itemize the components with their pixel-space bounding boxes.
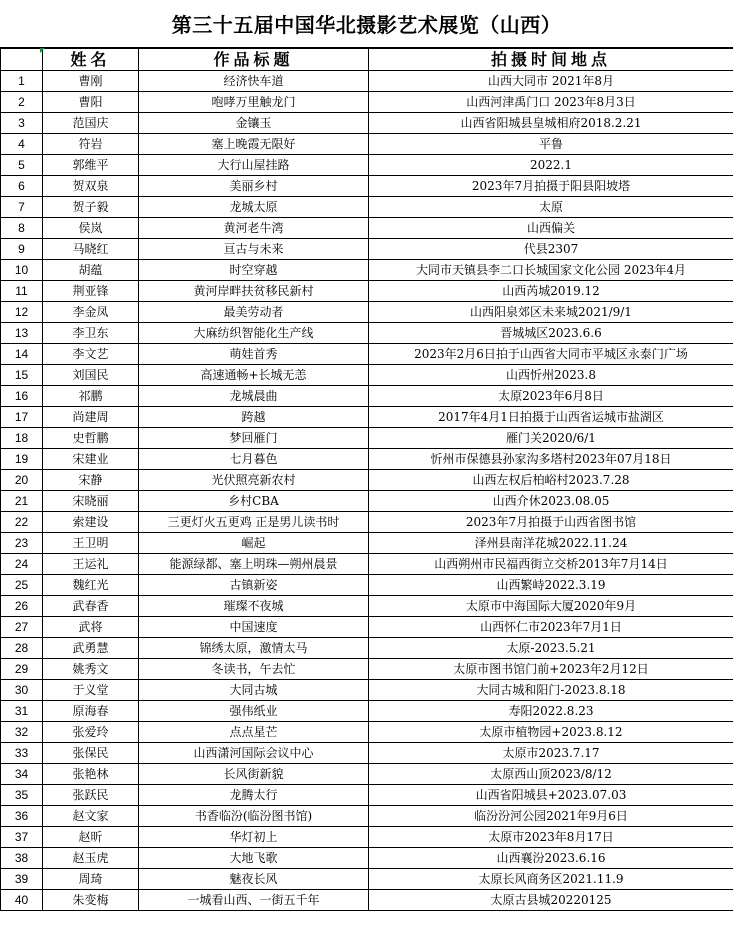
row-number-cell[interactable]: 39 xyxy=(1,869,43,890)
table-row xyxy=(1,806,733,827)
name-cell[interactable]: 范国庆 xyxy=(43,113,139,134)
time-place-cell[interactable]: 2022.1 xyxy=(369,155,733,176)
header-time-place[interactable]: 拍摄时间地点 xyxy=(369,49,733,71)
row-number-cell[interactable]: 16 xyxy=(1,386,43,407)
row-number-cell[interactable]: 8 xyxy=(1,218,43,239)
row-number-cell[interactable]: 18 xyxy=(1,428,43,449)
table-row xyxy=(1,827,733,848)
work-title-cell[interactable]: 能源绿都、塞上明珠—朔州晨景 xyxy=(139,554,369,575)
table-row xyxy=(1,407,733,428)
work-title-cell[interactable]: 点点星芒 xyxy=(139,722,369,743)
name-cell[interactable]: 王卫明 xyxy=(43,533,139,554)
table-body xyxy=(1,71,733,911)
row-number-cell[interactable]: 21 xyxy=(1,491,43,512)
work-title-cell[interactable]: 大同古城 xyxy=(139,680,369,701)
work-title-cell[interactable]: 大地飞歌 xyxy=(139,848,369,869)
row-number-cell[interactable]: 29 xyxy=(1,659,43,680)
name-cell[interactable]: 贺子毅 xyxy=(43,197,139,218)
name-cell[interactable]: 索建设 xyxy=(43,512,139,533)
row-number-cell[interactable]: 35 xyxy=(1,785,43,806)
time-place-cell[interactable]: 太原长风商务区2021.11.9 xyxy=(369,869,733,890)
time-place-cell[interactable]: 山西芮城2019.12 xyxy=(369,281,733,302)
time-place-cell[interactable]: 太原-2023.5.21 xyxy=(369,638,733,659)
work-title-cell[interactable]: 最美劳动者 xyxy=(139,302,369,323)
time-place-cell[interactable]: 山西介休2023.08.05 xyxy=(369,491,733,512)
row-number-cell[interactable]: 9 xyxy=(1,239,43,260)
time-place-cell[interactable]: 山西襄汾2023.6.16 xyxy=(369,848,733,869)
work-title-cell[interactable]: 龙腾太行 xyxy=(139,785,369,806)
table-row xyxy=(1,617,733,638)
time-place-cell[interactable]: 2023年7月拍摄于山西省图书馆 xyxy=(369,512,733,533)
row-number-cell[interactable]: 27 xyxy=(1,617,43,638)
table-row xyxy=(1,722,733,743)
time-place-cell[interactable]: 大同古城和阳门-2023.8.18 xyxy=(369,680,733,701)
work-title-cell[interactable]: 一城看山西、一街五千年 xyxy=(139,890,369,911)
time-place-cell[interactable]: 寿阳2022.8.23 xyxy=(369,701,733,722)
name-cell[interactable]: 张跃民 xyxy=(43,785,139,806)
table-row xyxy=(1,344,733,365)
row-number-cell[interactable]: 23 xyxy=(1,533,43,554)
name-cell[interactable]: 宋晓丽 xyxy=(43,491,139,512)
row-number-cell[interactable]: 6 xyxy=(1,176,43,197)
table-row xyxy=(1,533,733,554)
row-number-cell[interactable]: 24 xyxy=(1,554,43,575)
table-row xyxy=(1,197,733,218)
name-cell[interactable]: 曹刚 xyxy=(43,71,139,92)
table-row xyxy=(1,869,733,890)
row-number-cell[interactable]: 3 xyxy=(1,113,43,134)
name-cell[interactable]: 赵玉虎 xyxy=(43,848,139,869)
work-title-cell[interactable]: 乡村CBA xyxy=(139,491,369,512)
time-place-cell[interactable]: 忻州市保德县孙家沟多塔村2023年07月18日 xyxy=(369,449,733,470)
name-cell[interactable]: 侯岚 xyxy=(43,218,139,239)
row-number-cell[interactable]: 31 xyxy=(1,701,43,722)
row-number-cell[interactable]: 34 xyxy=(1,764,43,785)
name-cell[interactable]: 张保民 xyxy=(43,743,139,764)
time-place-cell[interactable]: 太原市图书馆门前+2023年2月12日 xyxy=(369,659,733,680)
time-place-cell[interactable]: 山西省阳城县皇城相府2018.2.21 xyxy=(369,113,733,134)
work-title-cell[interactable]: 山西潇河国际会议中心 xyxy=(139,743,369,764)
name-cell[interactable]: 尚建周 xyxy=(43,407,139,428)
work-title-cell[interactable]: 魅夜长风 xyxy=(139,869,369,890)
work-title-cell[interactable]: 塞上晚霞无限好 xyxy=(139,134,369,155)
work-title-cell[interactable]: 中国速度 xyxy=(139,617,369,638)
name-cell[interactable]: 李卫东 xyxy=(43,323,139,344)
row-number-cell[interactable]: 26 xyxy=(1,596,43,617)
table-row xyxy=(1,785,733,806)
row-number-cell[interactable]: 25 xyxy=(1,575,43,596)
table-row xyxy=(1,701,733,722)
name-cell[interactable]: 郭维平 xyxy=(43,155,139,176)
time-place-cell[interactable]: 山西怀仁市2023年7月1日 xyxy=(369,617,733,638)
work-title-cell[interactable]: 七月暮色 xyxy=(139,449,369,470)
row-number-cell[interactable]: 13 xyxy=(1,323,43,344)
table-row xyxy=(1,113,733,134)
row-number-cell[interactable]: 2 xyxy=(1,92,43,113)
entries-table xyxy=(0,48,733,911)
row-number-cell[interactable]: 1 xyxy=(1,71,43,92)
work-title-cell[interactable]: 咆哮万里触龙门 xyxy=(139,92,369,113)
table-row xyxy=(1,890,733,911)
time-place-cell[interactable]: 2017年4月1日拍摄于山西省运城市盐湖区 xyxy=(369,407,733,428)
header-work-title[interactable]: 作品标题 xyxy=(139,49,369,71)
name-cell[interactable]: 王运礼 xyxy=(43,554,139,575)
time-place-cell[interactable]: 泽州县南洋花城2022.11.24 xyxy=(369,533,733,554)
time-place-cell[interactable]: 临汾汾河公园2021年9月6日 xyxy=(369,806,733,827)
time-place-cell[interactable]: 太原市2023.7.17 xyxy=(369,743,733,764)
table-row xyxy=(1,323,733,344)
table-row xyxy=(1,365,733,386)
name-cell[interactable]: 张艳林 xyxy=(43,764,139,785)
table-row xyxy=(1,176,733,197)
time-place-cell[interactable]: 山西朔州市民福西街立交桥2013年7月14日 xyxy=(369,554,733,575)
work-title-cell[interactable]: 龙城太原 xyxy=(139,197,369,218)
work-title-cell[interactable]: 冬读书，午去忙 xyxy=(139,659,369,680)
table-row xyxy=(1,386,733,407)
time-place-cell[interactable]: 山西河津禹门口 2023年8月3日 xyxy=(369,92,733,113)
table-row xyxy=(1,512,733,533)
name-cell[interactable]: 史哲鹏 xyxy=(43,428,139,449)
table-row xyxy=(1,596,733,617)
row-number-cell[interactable]: 5 xyxy=(1,155,43,176)
table-row xyxy=(1,134,733,155)
row-number-cell[interactable]: 15 xyxy=(1,365,43,386)
name-cell[interactable]: 武勇慧 xyxy=(43,638,139,659)
row-number-cell[interactable]: 22 xyxy=(1,512,43,533)
name-cell[interactable]: 原海春 xyxy=(43,701,139,722)
name-cell[interactable]: 张爱玲 xyxy=(43,722,139,743)
name-cell[interactable]: 魏红光 xyxy=(43,575,139,596)
name-cell[interactable]: 武春香 xyxy=(43,596,139,617)
name-cell[interactable]: 荆亚锋 xyxy=(43,281,139,302)
table-row xyxy=(1,470,733,491)
time-place-cell[interactable]: 太原 xyxy=(369,197,733,218)
work-title-cell[interactable]: 长风街新貌 xyxy=(139,764,369,785)
time-place-cell[interactable]: 大同市天镇县李二口长城国家文化公园 2023年4月 xyxy=(369,260,733,281)
table-row xyxy=(1,743,733,764)
work-title-cell[interactable]: 锦绣太原，激情太马 xyxy=(139,638,369,659)
work-title-cell[interactable]: 华灯初上 xyxy=(139,827,369,848)
time-place-cell[interactable]: 山西左权后柏峪村2023.7.28 xyxy=(369,470,733,491)
table-row xyxy=(1,428,733,449)
name-cell[interactable]: 宋静 xyxy=(43,470,139,491)
table-row xyxy=(1,491,733,512)
row-number-cell[interactable]: 10 xyxy=(1,260,43,281)
work-title-cell[interactable]: 崛起 xyxy=(139,533,369,554)
work-title-cell[interactable]: 跨越 xyxy=(139,407,369,428)
time-place-cell[interactable]: 太原2023年6月8日 xyxy=(369,386,733,407)
table-row xyxy=(1,659,733,680)
cell-comment-marker xyxy=(40,48,45,53)
row-number-cell[interactable]: 28 xyxy=(1,638,43,659)
row-number-cell[interactable]: 12 xyxy=(1,302,43,323)
row-number-cell[interactable]: 30 xyxy=(1,680,43,701)
name-cell[interactable]: 赵文家 xyxy=(43,806,139,827)
row-number-cell[interactable]: 40 xyxy=(1,890,43,911)
row-number-cell[interactable]: 36 xyxy=(1,806,43,827)
name-cell[interactable]: 贺双泉 xyxy=(43,176,139,197)
table-row xyxy=(1,239,733,260)
work-title-cell[interactable]: 高速通畅+长城无恙 xyxy=(139,365,369,386)
header-index[interactable] xyxy=(1,49,43,71)
name-cell[interactable]: 马晓红 xyxy=(43,239,139,260)
table-row xyxy=(1,218,733,239)
name-cell[interactable]: 姚秀文 xyxy=(43,659,139,680)
row-number-cell[interactable]: 4 xyxy=(1,134,43,155)
work-title-cell[interactable]: 璀璨不夜城 xyxy=(139,596,369,617)
row-number-cell[interactable]: 19 xyxy=(1,449,43,470)
work-title-cell[interactable]: 书香临汾(临汾图书馆) xyxy=(139,806,369,827)
name-cell[interactable]: 李金凤 xyxy=(43,302,139,323)
row-number-cell[interactable]: 20 xyxy=(1,470,43,491)
row-number-cell[interactable]: 33 xyxy=(1,743,43,764)
row-number-cell[interactable]: 37 xyxy=(1,827,43,848)
work-title-cell[interactable]: 金镶玉 xyxy=(139,113,369,134)
time-place-cell[interactable]: 太原市植物园+2023.8.12 xyxy=(369,722,733,743)
row-number-cell[interactable]: 32 xyxy=(1,722,43,743)
name-cell[interactable]: 曹阳 xyxy=(43,92,139,113)
name-cell[interactable]: 周琦 xyxy=(43,869,139,890)
row-number-cell[interactable]: 17 xyxy=(1,407,43,428)
work-title-cell[interactable]: 美丽乡村 xyxy=(139,176,369,197)
time-place-cell[interactable]: 太原西山顶2023/8/12 xyxy=(369,764,733,785)
time-place-cell[interactable]: 平鲁 xyxy=(369,134,733,155)
time-place-cell[interactable]: 山西阳泉郊区未来城2021/9/1 xyxy=(369,302,733,323)
header-row xyxy=(1,49,733,71)
time-place-cell[interactable]: 2023年2月6日拍于山西省大同市平城区永泰门广场 xyxy=(369,344,733,365)
time-place-cell[interactable]: 晋城城区2023.6.6 xyxy=(369,323,733,344)
table-row xyxy=(1,848,733,869)
table-row xyxy=(1,554,733,575)
table-row xyxy=(1,302,733,323)
row-number-cell[interactable]: 38 xyxy=(1,848,43,869)
work-title-cell[interactable]: 梦回雁门 xyxy=(139,428,369,449)
table-row xyxy=(1,281,733,302)
work-title-cell[interactable]: 大行山屋挂路 xyxy=(139,155,369,176)
name-cell[interactable]: 赵昕 xyxy=(43,827,139,848)
work-title-cell[interactable]: 强伟纸业 xyxy=(139,701,369,722)
time-place-cell[interactable]: 太原市中海国际大厦2020年9月 xyxy=(369,596,733,617)
time-place-cell[interactable]: 山西偏关 xyxy=(369,218,733,239)
time-place-cell[interactable]: 太原古县城20220125 xyxy=(369,890,733,911)
sheet-title: 第三十五届中国华北摄影艺术展览（山西） xyxy=(0,0,733,48)
name-cell[interactable]: 宋建业 xyxy=(43,449,139,470)
work-title-cell[interactable]: 萌娃首秀 xyxy=(139,344,369,365)
work-title-cell[interactable]: 黄河岸畔扶贫移民新村 xyxy=(139,281,369,302)
table-row xyxy=(1,575,733,596)
time-place-cell[interactable]: 代县2307 xyxy=(369,239,733,260)
work-title-cell[interactable]: 时空穿越 xyxy=(139,260,369,281)
table-row xyxy=(1,449,733,470)
time-place-cell[interactable]: 山西忻州2023.8 xyxy=(369,365,733,386)
table-row xyxy=(1,92,733,113)
work-title-cell[interactable]: 古镇新姿 xyxy=(139,575,369,596)
table-row xyxy=(1,680,733,701)
table-row xyxy=(1,764,733,785)
row-number-cell[interactable]: 14 xyxy=(1,344,43,365)
name-cell[interactable]: 朱变梅 xyxy=(43,890,139,911)
time-place-cell[interactable]: 山西繁峙2022.3.19 xyxy=(369,575,733,596)
work-title-cell[interactable]: 龙城晨曲 xyxy=(139,386,369,407)
name-cell[interactable]: 祁鹏 xyxy=(43,386,139,407)
time-place-cell[interactable]: 山西大同市 2021年8月 xyxy=(369,71,733,92)
work-title-cell[interactable]: 大麻纺织智能化生产线 xyxy=(139,323,369,344)
table-row xyxy=(1,260,733,281)
row-number-cell[interactable]: 11 xyxy=(1,281,43,302)
name-cell[interactable]: 武将 xyxy=(43,617,139,638)
name-cell[interactable]: 李文艺 xyxy=(43,344,139,365)
time-place-cell[interactable]: 2023年7月拍摄于阳县阳坡塔 xyxy=(369,176,733,197)
table-row xyxy=(1,638,733,659)
time-place-cell[interactable]: 雁门关2020/6/1 xyxy=(369,428,733,449)
name-cell[interactable]: 胡蕴 xyxy=(43,260,139,281)
name-cell[interactable]: 符岩 xyxy=(43,134,139,155)
name-cell[interactable]: 于义堂 xyxy=(43,680,139,701)
work-title-cell[interactable]: 三更灯火五更鸡 正是男儿读书时 xyxy=(139,512,369,533)
work-title-cell[interactable]: 亘古与未来 xyxy=(139,239,369,260)
table-row xyxy=(1,71,733,92)
time-place-cell[interactable]: 太原市2023年8月17日 xyxy=(369,827,733,848)
row-number-cell[interactable]: 7 xyxy=(1,197,43,218)
name-cell[interactable]: 刘国民 xyxy=(43,365,139,386)
time-place-cell[interactable]: 山西省阳城县+2023.07.03 xyxy=(369,785,733,806)
table-row xyxy=(1,155,733,176)
header-name[interactable]: 姓名 xyxy=(43,49,139,71)
work-title-cell[interactable]: 经济快车道 xyxy=(139,71,369,92)
work-title-cell[interactable]: 光伏照亮新农村 xyxy=(139,470,369,491)
work-title-cell[interactable]: 黄河老牛湾 xyxy=(139,218,369,239)
